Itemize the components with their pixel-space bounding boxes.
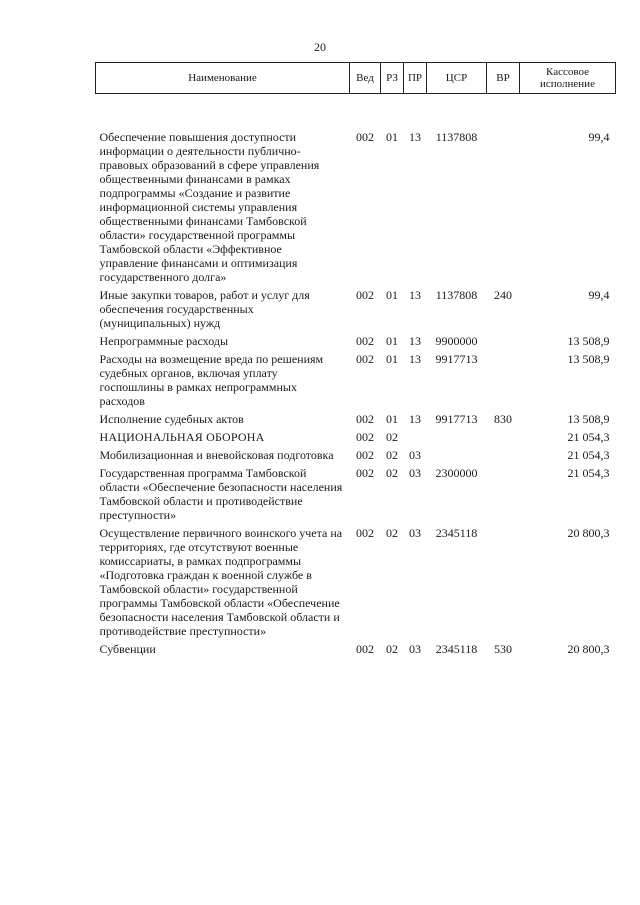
row-pr: 03 [409,526,421,540]
row-rz: 01 [386,334,398,348]
row-vr [487,448,520,466]
row-ved: 002 [356,526,374,540]
row-vr [487,466,520,526]
row-pr: 13 [409,288,421,302]
row-ved: 002 [356,430,374,444]
table-row [96,526,616,642]
row-ved: 002 [356,334,374,348]
table-row [96,288,616,334]
row-sum: 21 054,3 [567,448,610,462]
row-rz: 02 [386,526,398,540]
row-ved: 002 [356,466,374,480]
row-vr: 830 [494,412,512,426]
row-pr [404,430,427,448]
row-sum: 21 054,3 [567,430,610,444]
table-row [96,334,616,352]
row-ved: 002 [356,288,374,302]
row-pr: 03 [409,448,421,462]
row-vr: 240 [494,288,512,302]
row-sum: 99,4 [588,130,610,144]
row-vr [487,430,520,448]
table-row [96,642,616,660]
row-name: Мобилизационная и вневойсковая подготовка [99,448,334,462]
row-pr: 03 [409,642,421,656]
row-pr: 13 [409,334,421,348]
row-rz: 02 [386,642,398,656]
row-rz: 01 [386,352,398,366]
row-name: Государственная программа Тамбовской области «Обеспечение безопасности населения Тамбовской области и противодействие преступности» [99,466,343,522]
row-sum: 99,4 [588,288,610,302]
row-vr [487,526,520,642]
row-pr: 13 [409,130,421,144]
row-csr: 9917713 [435,412,478,426]
page-number: 20 [314,40,326,54]
header-vr: ВР [487,63,520,94]
row-ved: 002 [356,448,374,462]
row-name: Осуществление первичного воинского учета на территориях, где отсутствуют военные комиссариаты, в рамках подпрограммы «Подготовка граждан к военной службе в Тамбовской области» государственной программы Тамбовской области «Обеспечение безопасности населения Тамбовской области и противодействие преступности» [99,526,343,638]
row-ved: 002 [356,642,374,656]
budget-table [95,62,616,660]
row-sum: 13 508,9 [567,334,610,348]
row-sum: 13 508,9 [567,412,610,426]
row-csr [427,448,487,466]
header-name: Наименование [96,63,350,94]
row-csr: 2300000 [435,466,478,480]
row-ved: 002 [356,352,374,366]
row-vr [487,352,520,412]
row-sum: 21 054,3 [567,466,610,480]
row-name: Обеспечение повышения доступности информации о деятельности публично-правовых образований в сфере управления общественными финансами в рамках подпрограммы «Создание и развитие информационной системы управления общественными финансами Тамбовской области» государственной программы Тамбовской области «Эффективное управление финансами и оптимизация государственного долга» [99,130,320,284]
row-sum: 20 800,3 [567,642,610,656]
header-sum: Кассовое исполнение [520,63,616,94]
row-csr: 2345118 [435,642,478,656]
row-csr: 9900000 [435,334,478,348]
row-name: Расходы на возмещение вреда по решениям судебных органов, включая уплату госпошлины в рамках непрограммных расходов [99,352,324,408]
row-rz: 01 [386,288,398,302]
table-row [96,94,616,289]
row-pr: 13 [409,412,421,426]
row-pr: 03 [409,466,421,480]
row-name: Иные закупки товаров, работ и услуг для обеспечения государственных (муниципальных) нужд [99,288,310,330]
table-row [96,466,616,526]
row-vr [487,334,520,352]
row-rz: 01 [386,130,398,144]
row-name: Непрограммные расходы [99,334,229,348]
row-csr [427,430,487,448]
row-rz: 02 [386,448,398,462]
table-row [96,412,616,430]
row-pr: 13 [409,352,421,366]
row-csr: 1137808 [435,288,478,302]
header-csr: ЦСР [427,63,487,94]
row-rz: 02 [386,430,398,444]
row-ved: 002 [356,412,374,426]
row-sum: 20 800,3 [567,526,610,540]
row-name: Исполнение судебных актов [99,412,244,426]
row-vr: 530 [494,642,512,656]
header-pr: ПР [404,63,427,94]
table-header-row [96,63,616,94]
row-vr [487,94,520,289]
row-csr: 2345118 [435,526,478,540]
row-rz: 01 [386,412,398,426]
row-name: Субвенции [99,642,156,656]
table-row [96,448,616,466]
row-ved: 002 [356,130,374,144]
row-rz: 02 [386,466,398,480]
header-ved: Вед [350,63,381,94]
row-csr: 9917713 [435,352,478,366]
header-rz: РЗ [381,63,404,94]
row-csr: 1137808 [435,130,478,144]
table-row [96,352,616,412]
row-name: НАЦИОНАЛЬНАЯ ОБОРОНА [99,430,265,444]
table-row [96,430,616,448]
row-sum: 13 508,9 [567,352,610,366]
